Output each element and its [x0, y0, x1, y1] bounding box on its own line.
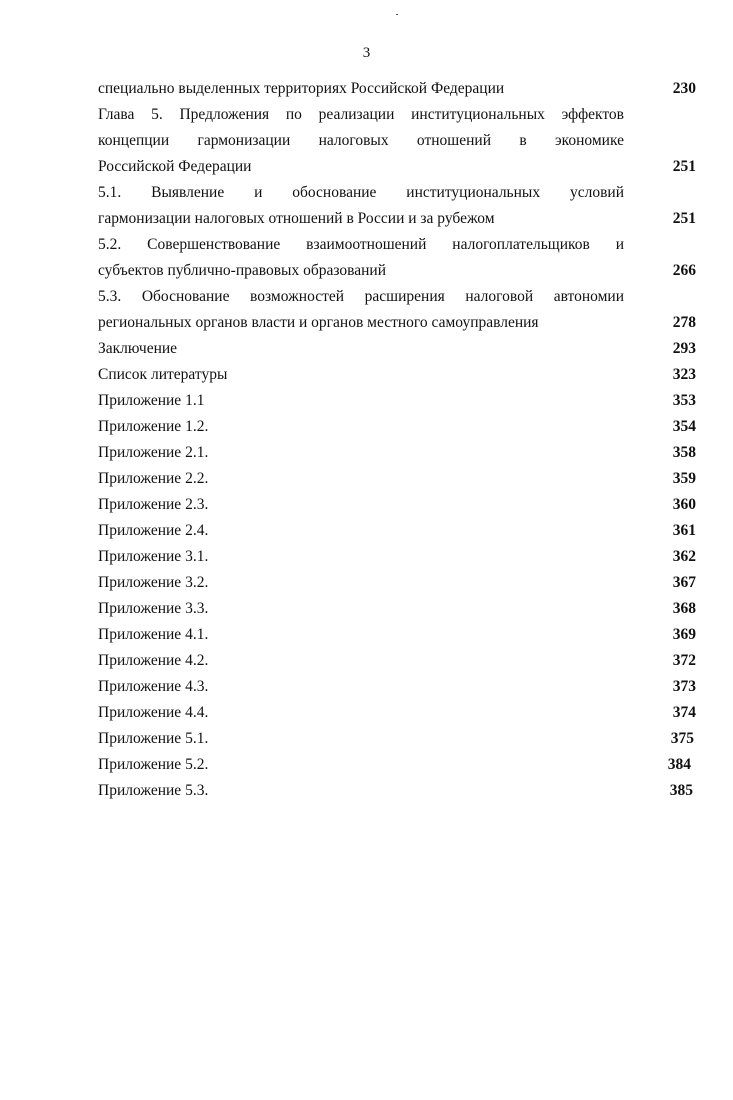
toc-entry-title	[98, 622, 624, 648]
toc-entry-title	[98, 544, 624, 570]
toc-entry-line: Приложение 2.2.	[98, 470, 209, 487]
toc-entry-title	[98, 336, 624, 362]
toc-entry	[98, 466, 696, 492]
toc-entry-page: 385	[669, 782, 693, 799]
toc-entry	[98, 622, 696, 648]
table-of-contents	[98, 76, 696, 804]
toc-entry-page: 373	[672, 678, 696, 695]
toc-entry	[98, 596, 696, 622]
toc-entry-line: 5.1. Выявление и обоснование институциональных условий	[98, 184, 624, 201]
toc-entry-line: 5.3. Обоснование возможностей расширения налоговой автономии	[98, 288, 624, 305]
toc-entry-page: 368	[672, 600, 696, 617]
toc-entry-line: Российской Федерации	[98, 158, 252, 175]
toc-entry-line: Глава 5. Предложения по реализации институциональных эффектов	[98, 106, 624, 123]
toc-entry-page: 278	[672, 314, 696, 331]
toc-entry-line: субъектов публично-правовых образований	[98, 262, 386, 279]
toc-entry	[98, 232, 696, 284]
toc-entry-page: 293	[672, 340, 696, 357]
toc-entry-page: 374	[672, 704, 696, 721]
toc-entry-line: Приложение 4.2.	[98, 652, 209, 669]
toc-entry-line: Приложение 4.4.	[98, 704, 209, 721]
toc-entry	[98, 778, 696, 804]
toc-entry-page: 360	[672, 496, 696, 513]
toc-entry	[98, 284, 696, 336]
toc-entry	[98, 180, 696, 232]
toc-entry	[98, 362, 696, 388]
toc-entry-title	[98, 440, 624, 466]
toc-entry-title	[98, 362, 624, 388]
toc-entry-page: 354	[672, 418, 696, 435]
toc-entry-title	[98, 752, 624, 778]
toc-entry-line: концепции гармонизации налоговых отношений в экономике	[98, 132, 624, 149]
toc-entry	[98, 570, 696, 596]
toc-entry-page: 358	[672, 444, 696, 461]
toc-entry-title	[98, 570, 624, 596]
scan-speck	[396, 14, 398, 15]
toc-entry-page: 359	[672, 470, 696, 487]
toc-entry-page: 369	[672, 626, 696, 643]
toc-entry	[98, 674, 696, 700]
toc-entry	[98, 492, 696, 518]
toc-entry-title	[98, 726, 624, 752]
toc-entry	[98, 388, 696, 414]
toc-entry-line: Приложение 2.3.	[98, 496, 209, 513]
toc-entry-line: Приложение 5.2.	[98, 756, 209, 773]
toc-entry-page: 384	[667, 756, 691, 773]
toc-entry-title	[98, 492, 624, 518]
toc-entry	[98, 102, 696, 180]
toc-entry	[98, 544, 696, 570]
toc-entry-line: гармонизации налоговых отношений в России и за рубежом	[98, 210, 495, 227]
toc-entry	[98, 518, 696, 544]
toc-entry	[98, 440, 696, 466]
toc-entry-title	[98, 466, 624, 492]
toc-entry-line: Приложение 3.2.	[98, 574, 209, 591]
toc-entry-page: 266	[672, 262, 696, 279]
toc-entry-page: 375	[670, 730, 694, 747]
toc-entry	[98, 76, 696, 102]
toc-entry-title	[98, 284, 624, 336]
toc-entry-title	[98, 414, 624, 440]
toc-entry-line: Приложение 3.1.	[98, 548, 209, 565]
toc-entry-title	[98, 180, 624, 232]
toc-entry-line: Приложение 5.1.	[98, 730, 209, 747]
toc-entry-page: 367	[672, 574, 696, 591]
toc-entry-line: Приложение 4.3.	[98, 678, 209, 695]
toc-entry-line: Заключение	[98, 340, 178, 357]
toc-entry-title	[98, 388, 624, 414]
toc-entry-page: 372	[672, 652, 696, 669]
toc-entry-page: 230	[672, 80, 696, 97]
toc-entry-title	[98, 700, 624, 726]
toc-entry-title	[98, 648, 624, 674]
toc-entry-page: 251	[672, 158, 696, 175]
page-number: 3	[362, 45, 371, 61]
toc-entry-line: Приложение 5.3.	[98, 782, 209, 799]
toc-entry-line: региональных органов власти и органов местного самоуправления	[98, 314, 539, 331]
toc-entry-title	[98, 518, 624, 544]
toc-entry-page: 362	[672, 548, 696, 565]
toc-entry-line: Список литературы	[98, 366, 228, 383]
toc-entry	[98, 648, 696, 674]
toc-entry-page: 361	[672, 522, 696, 539]
toc-entry-line: 5.2. Совершенствование взаимоотношений налогоплательщиков и	[98, 236, 624, 253]
toc-entry-line: Приложение 4.1.	[98, 626, 209, 643]
toc-entry-title	[98, 232, 624, 284]
toc-entry	[98, 726, 696, 752]
toc-entry-line: Приложение 2.4.	[98, 522, 209, 539]
toc-entry-line: специально выделенных территориях Российской Федерации	[98, 80, 505, 97]
toc-entry-line: Приложение 1.1	[98, 392, 205, 409]
toc-entry	[98, 752, 696, 778]
toc-entry-line: Приложение 1.2.	[98, 418, 209, 435]
toc-entry	[98, 414, 696, 440]
toc-entry	[98, 336, 696, 362]
toc-entry-title	[98, 778, 624, 804]
toc-entry-line: Приложение 2.1.	[98, 444, 209, 461]
toc-entry	[98, 700, 696, 726]
toc-entry-title	[98, 76, 624, 102]
toc-entry-page: 353	[672, 392, 696, 409]
toc-entry-title	[98, 596, 624, 622]
toc-entry-title	[98, 674, 624, 700]
toc-entry-page: 251	[672, 210, 696, 227]
toc-entry-page: 323	[672, 366, 696, 383]
toc-entry-line: Приложение 3.3.	[98, 600, 209, 617]
toc-entry-title	[98, 102, 624, 180]
